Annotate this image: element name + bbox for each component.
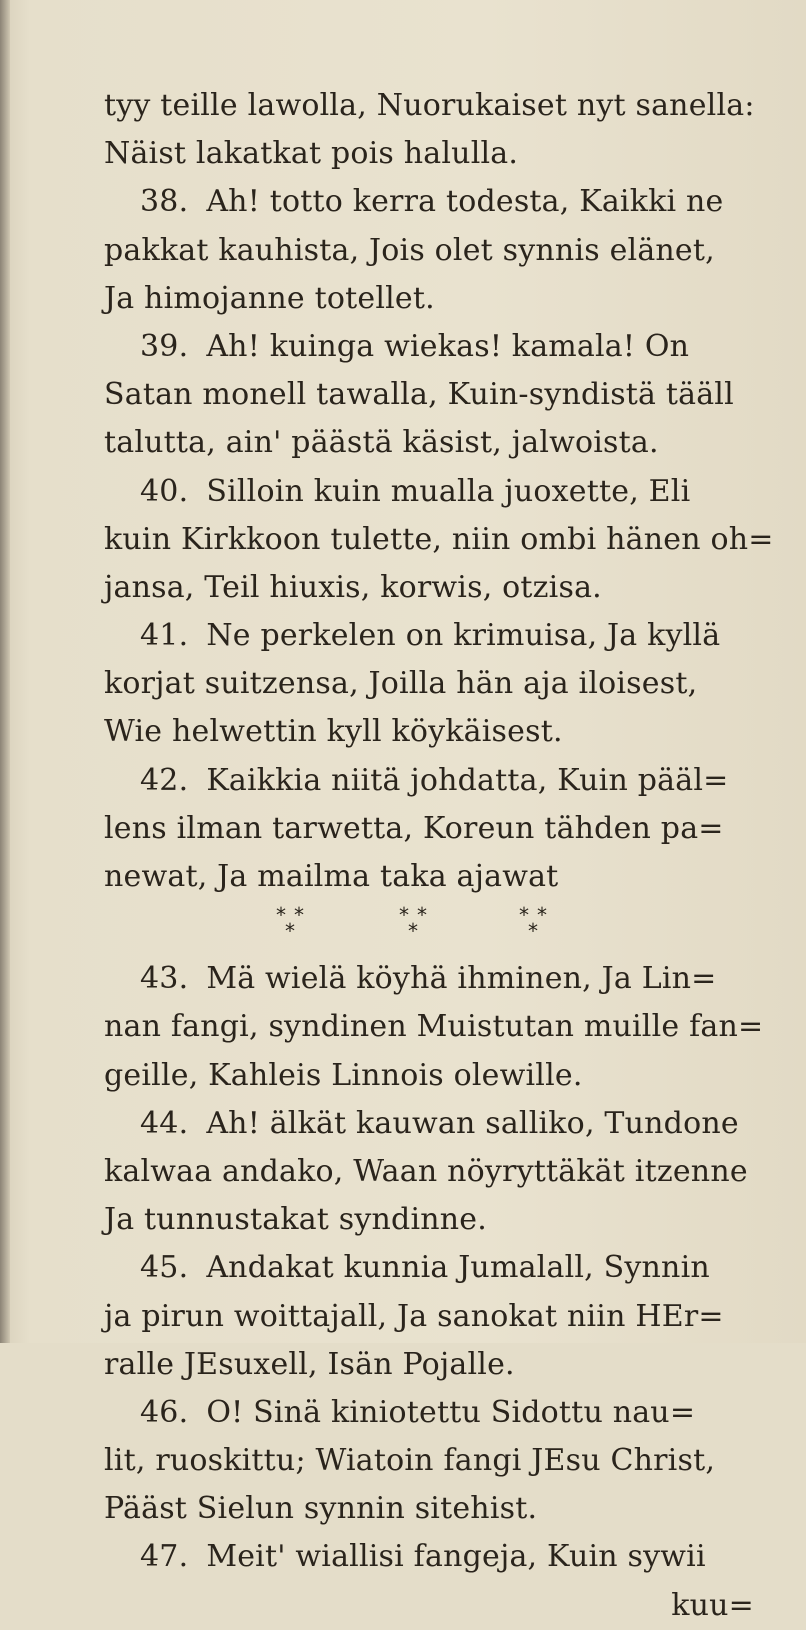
page-binding-edge [0,0,10,1343]
verse-number: 46. [140,1394,189,1430]
verse-number: 40. [140,473,189,509]
line-text: pakkat kauhista, Jois olet synnis elänet, [104,232,715,268]
text-line [104,805,754,853]
line-text: O! Sinä kiniotettu Sidottu nau= [206,1394,696,1430]
line-text: Ah! älkät kauwan salliko, Tundone [206,1105,739,1141]
verse-number: 43. [140,961,189,997]
text-line [104,1293,754,1341]
verse-number: 45. [140,1250,189,1286]
text-line [104,1003,764,1051]
line-text: korjat suitzensa, Joilla hän aja iloisest, [104,666,698,702]
text-line [104,1148,754,1196]
line-text: Ah! kuinga wiekas! kamala! On [206,328,690,364]
line-text: nan fangi, syndinen Muistutan muille fan= [104,1009,764,1045]
text-line [104,1196,754,1244]
text-line [104,1437,754,1485]
line-text: ja pirun woittajall, Ja sanokat niin HEr= [104,1298,724,1334]
verse-number: 44. [140,1105,189,1141]
line-text: kuin Kirkkoon tulette, niin ombi hänen oh= [104,521,774,557]
text-line [104,275,754,323]
line-text: lit, ruoskittu; Wiatoin fangi JEsu Christ, [104,1443,716,1479]
text-line [104,955,754,1003]
verse-number: 38. [140,184,189,220]
line-text: Andakat kunnia Jumalall, Synnin [206,1250,710,1286]
text-line [104,82,754,130]
verse-number: 47. [140,1539,189,1575]
text-line [104,227,754,275]
text-line [104,1244,754,1292]
line-text: Kaikkia niitä johdatta, Kuin pääl= [206,762,729,798]
verse-number: 39. [140,328,189,364]
ornament-asterisks [104,901,754,955]
line-text: Ja himojanne totellet. [104,280,435,316]
asterism: * * * [276,903,304,944]
line-text: Silloin kuin mualla juoxette, Eli [206,473,691,509]
line-text: talutta, ain' päästä käsist, jalwoista. [104,425,659,461]
text-line [104,178,754,226]
text-line [104,708,754,756]
text-line [104,612,754,660]
text-line [104,323,754,371]
text-line [104,1341,754,1389]
line-text: Näist lakatkat pois halulla. [104,136,519,172]
verse-number: 41. [140,618,189,654]
line-text: Ah! totto kerra todesta, Kaikki ne [206,184,724,220]
text-line [104,468,754,516]
line-text: Meit' wiallisi fangeja, Kuin sywii [206,1539,706,1575]
asterism: * * * [399,903,427,944]
line-text: tyy teille lawolla, Nuorukaiset nyt sanella: [104,88,755,123]
text-line [104,130,754,178]
text-line [104,1533,754,1581]
line-text: Ja tunnustakat syndinne. [104,1202,487,1238]
line-text: Mä wielä köyhä ihminen, Ja Lin= [206,961,717,997]
line-text: Wie helwettin kyll köykäisest. [104,714,563,750]
text-line [104,853,754,901]
line-text: ralle JEsuxell, Isän Pojalle. [104,1346,515,1382]
text-line [104,757,754,805]
line-text: geille, Kahleis Linnois olewille. [104,1057,583,1093]
catchword: kuu= [671,1587,754,1623]
text-line [104,516,774,564]
line-text: jansa, Teil hiuxis, korwis, otzisa. [104,569,602,605]
text-line [104,1052,754,1100]
line-text: lens ilman tarwetta, Koreun tähden pa= [104,810,724,846]
text-line [104,1389,754,1437]
line-text: Pääst Sielun synnin sitehist. [104,1491,538,1527]
text-line [104,419,754,467]
text-line [104,371,754,419]
line-text: kalwaa andako, Waan nöyryttäkät itzenne [104,1153,748,1189]
line-text: newat, Ja mailma taka ajawat [104,859,559,894]
text-line [104,1100,754,1148]
text-line [104,1485,754,1533]
poem-text [104,82,774,1630]
text-line [104,564,754,612]
verse-number: 42. [140,762,189,798]
line-text: Satan monell tawalla, Kuin-syndistä tääll [104,377,734,413]
line-text: Ne perkelen on krimuisa, Ja kyllä [206,618,721,654]
text-line [104,660,754,708]
asterism: * * * [519,903,547,944]
